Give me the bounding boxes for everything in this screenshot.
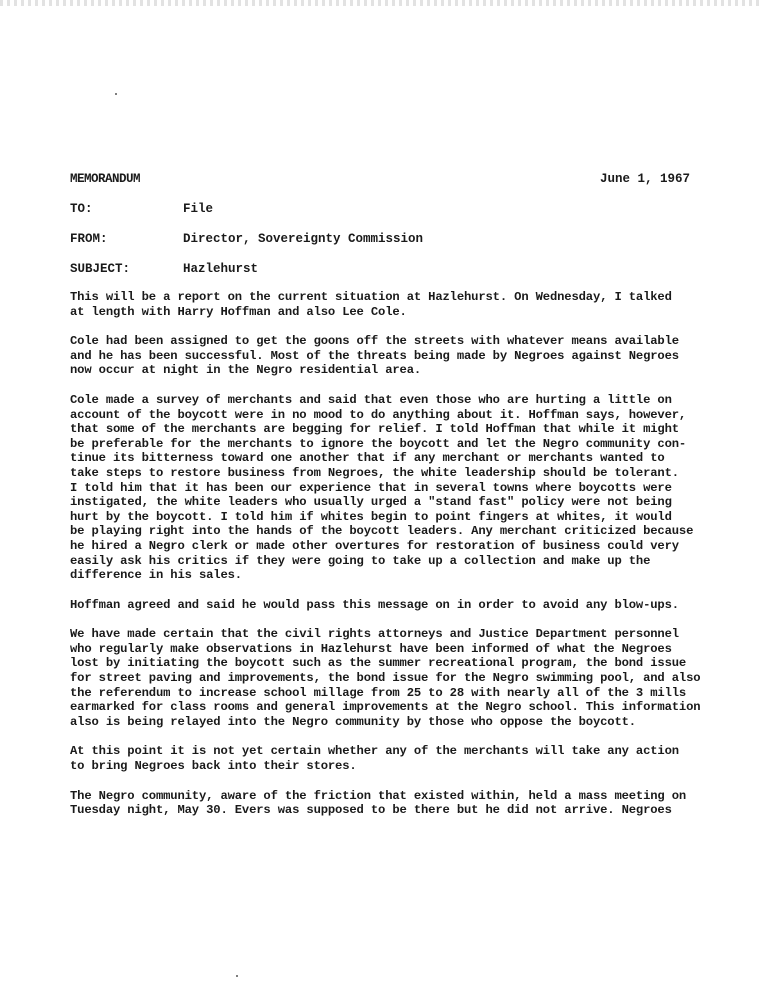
subject-value: Hazlehurst (183, 262, 259, 276)
paragraph: We have made certain that the civil rights attorneys and Justice Department personnel who regularly make observations in Hazlehurst have been informed of what the Negroes lost by initiating the boycott such as the summer recreational program, the bond issue for street paving and improvements, the bond issue for the Negro swimming pool, and also the referendum to increase school millage from 25 to 28 with nearly all of the 3 mills earmarked for class rooms and general improvements at the Negro school. This information also is being relayed into the Negro community by those who oppose the boycott. (70, 627, 701, 729)
scan-speck (236, 975, 238, 977)
to-row (70, 202, 690, 220)
memo-body (70, 290, 742, 833)
paragraph: Cole had been assigned to get the goons off the streets with whatever means available and he has been successful. Most of the threats being made by Negroes against Negroes now occur at night in the Negro residential area. (70, 334, 679, 378)
paragraph: At this point it is not yet certain whether any of the merchants will take any action to bring Negroes back into their stores. (70, 744, 679, 774)
scan-speck (115, 93, 117, 95)
subject-row (70, 262, 690, 280)
to-value: File (183, 202, 214, 216)
from-label: FROM: (70, 232, 108, 246)
memo-date: June 1, 1967 (599, 172, 690, 186)
paragraph: The Negro community, aware of the friction that existed within, held a mass meeting on Tuesday night, May 30. Evers was supposed to be there but he did not arrive. Negroes (70, 788, 687, 818)
paragraph: Hoffman agreed and said he would pass this message on in order to avoid any blow-ups. (70, 597, 679, 612)
memo-header (70, 172, 690, 190)
from-row (70, 232, 690, 250)
paragraph: This will be a report on the current situation at Hazlehurst. On Wednesday, I talked at length with Harry Hoffman and also Lee Cole. (70, 290, 672, 319)
memo-label: MEMORANDUM (70, 172, 141, 186)
scan-top-edge (0, 0, 763, 6)
paragraph: Cole made a survey of merchants and said that even those who are hurting a little on account of the boycott were in no mood to do anything about it. Hoffman says, however, that some of the merchants are begging for relief. I told Hoffman that while it might be preferable for the merchants to ignore the boycott and let the Negro community con- tinue its bitterness toward one another that if any merchant or merchants wanted to take steps to restore business from Negroes, the white leadership should be tolerant. I told him that it has been our experience that in several towns where boycotts were instigated, the white leaders who usually urged a "stand fast" policy were not being hurt by the boycott. I told him if whites begin to point fingers at whites, it would be playing right into the hands of the boycott leaders. Any merchant criticized because he hired a Negro clerk or made other overtures for restoration of business could very easily ask his critics if they were going to take up a collection and make up the difference in his sales. (70, 392, 694, 583)
to-label: TO: (70, 202, 93, 216)
from-value: Director, Sovereignty Commission (183, 232, 424, 246)
subject-label: SUBJECT: (70, 262, 131, 276)
